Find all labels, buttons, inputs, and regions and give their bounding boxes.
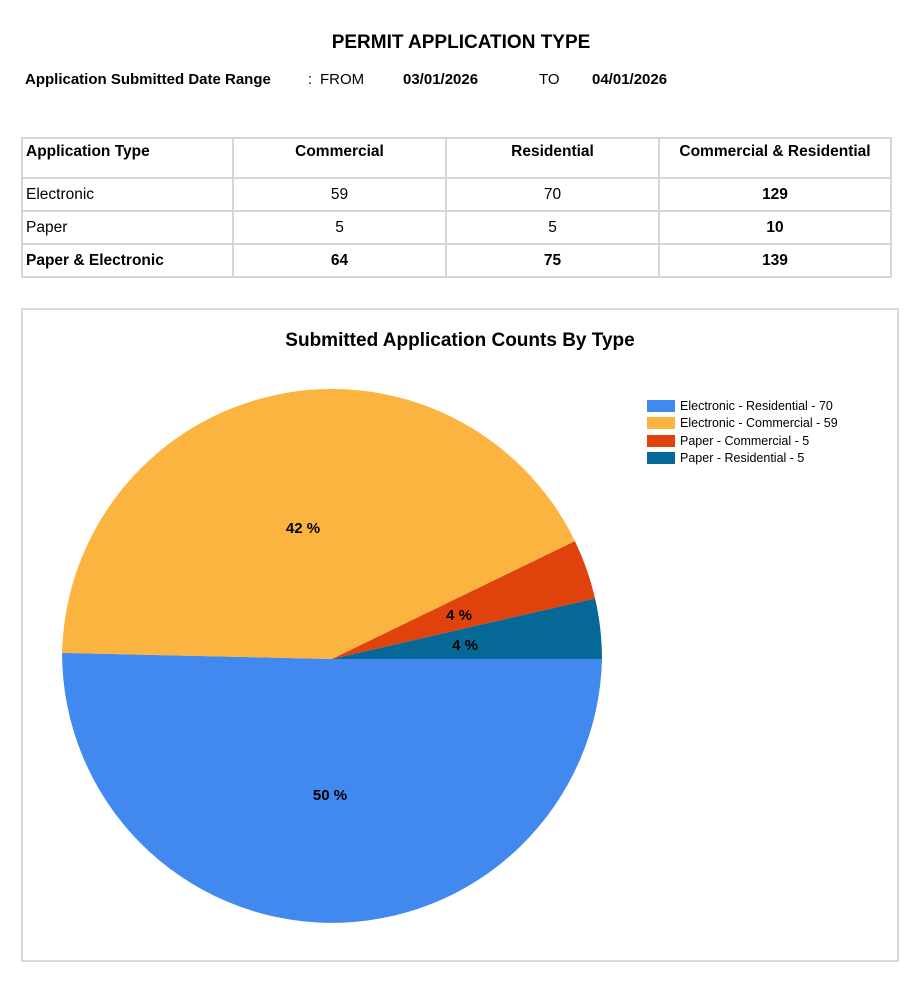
legend-swatch <box>647 400 675 412</box>
to-date: 04/01/2026 <box>592 71 668 88</box>
legend-label: Electronic - Residential - 70 <box>680 398 833 413</box>
legend-label: Electronic - Commercial - 59 <box>680 416 838 431</box>
row-residential: 70 <box>446 178 659 211</box>
legend-item <box>647 450 838 468</box>
row-total: 10 <box>659 211 891 244</box>
row-total: 129 <box>659 178 891 211</box>
legend-swatch <box>647 417 675 429</box>
legend-label: Paper - Commercial - 5 <box>680 433 810 448</box>
row-residential: 5 <box>446 211 659 244</box>
row-commercial: 5 <box>233 211 446 244</box>
row-total: 139 <box>659 244 891 277</box>
pct-label-paper-residential: 4 % <box>452 637 478 654</box>
legend-swatch <box>647 435 675 447</box>
header-application-type: Application Type <box>22 138 233 178</box>
legend-item <box>647 397 838 415</box>
legend-label: Paper - Residential - 5 <box>680 451 805 466</box>
chart-legend <box>647 397 838 467</box>
pct-label-electronic-residential: 50 % <box>312 787 348 804</box>
header-commercial: Commercial <box>233 138 446 178</box>
chart-title: Submitted Application Counts By Type <box>285 330 635 351</box>
date-range-label: Application Submitted Date Range <box>25 71 271 88</box>
row-residential: 75 <box>446 244 659 277</box>
row-commercial: 64 <box>233 244 446 277</box>
pct-label-paper-commercial: 4 % <box>446 607 472 624</box>
row-type: Paper & Electronic <box>22 244 233 277</box>
header-residential: Residential <box>446 138 659 178</box>
pct-label-electronic-commercial: 42 % <box>285 520 321 537</box>
report-title: PERMIT APPLICATION TYPE <box>331 32 591 53</box>
to-label: TO <box>539 71 560 88</box>
row-type: Electronic <box>22 178 233 211</box>
from-date: 03/01/2026 <box>403 71 479 88</box>
legend-item <box>647 432 838 450</box>
legend-swatch <box>647 452 675 464</box>
row-commercial: 59 <box>233 178 446 211</box>
legend-item <box>647 415 838 433</box>
header-total: Commercial & Residential <box>659 138 891 178</box>
date-range-colon: : <box>308 71 313 88</box>
from-label: FROM <box>320 71 365 88</box>
row-type: Paper <box>22 211 233 244</box>
